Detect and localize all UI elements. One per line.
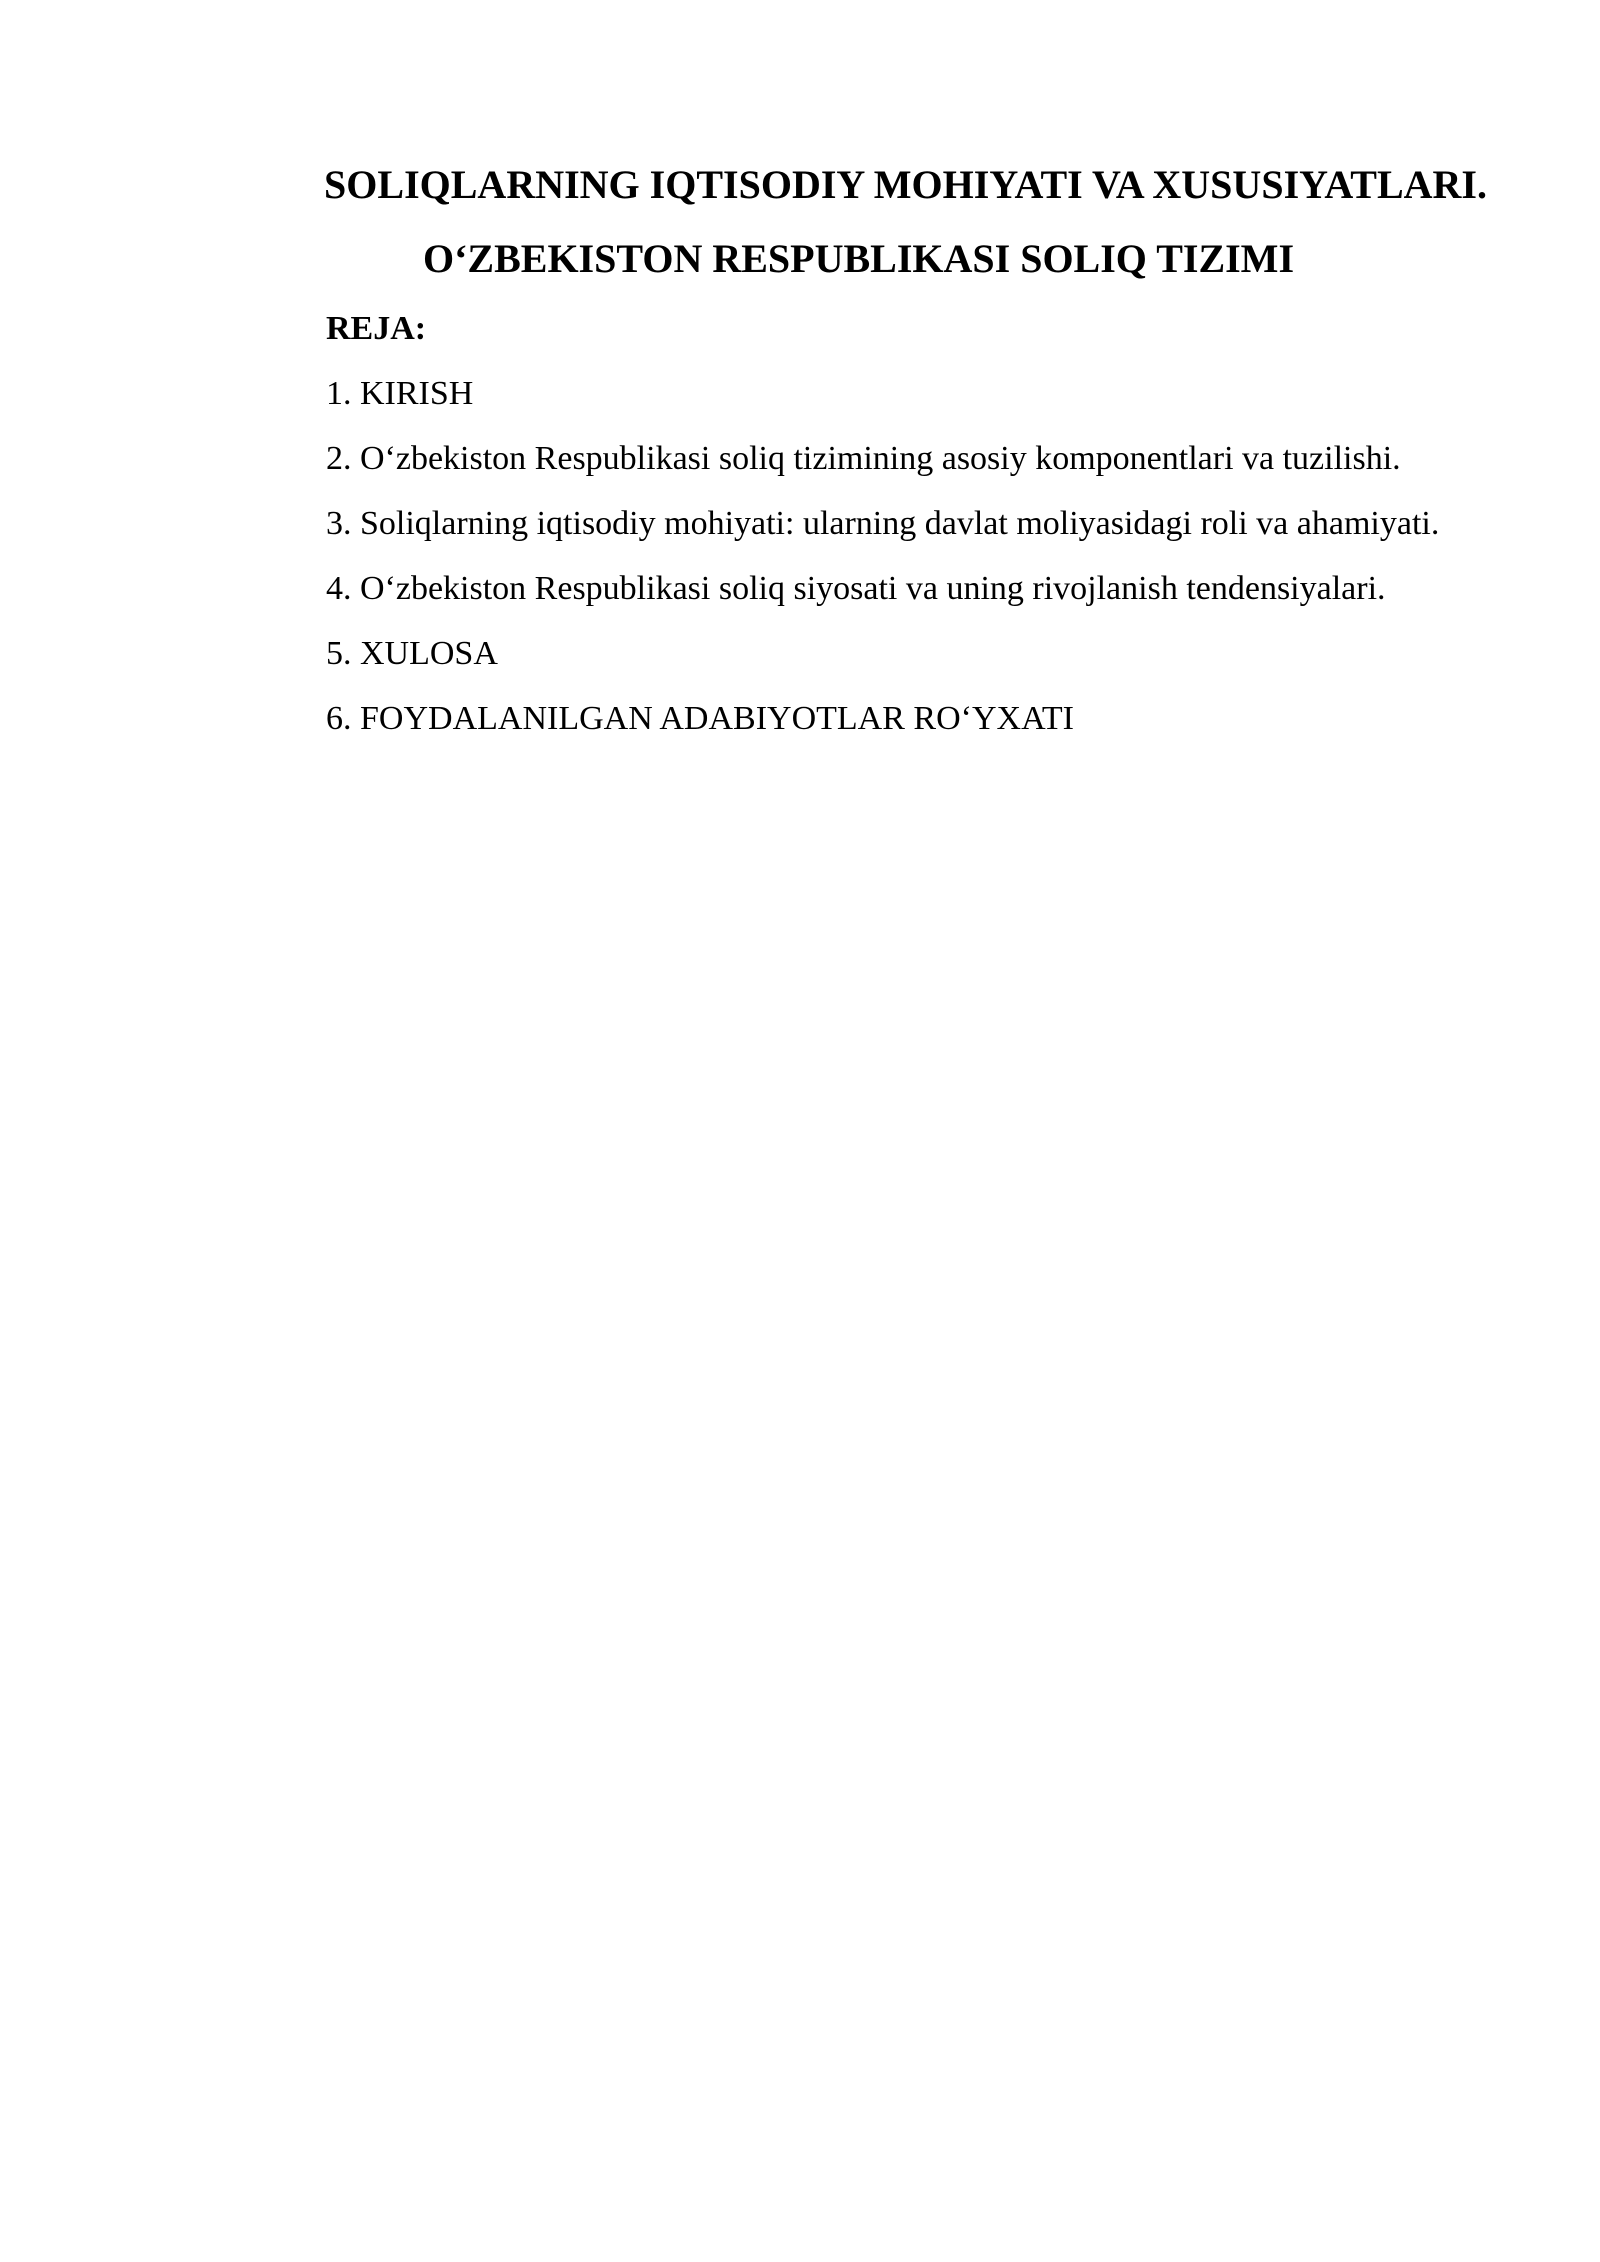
plan-list: [230, 361, 1487, 751]
plan-item: 3. Soliqlarning iqtisodiy mohiyati: ularning davlat moliyasidagi roli va ahamiyati.: [326, 505, 1440, 542]
document-title: SOLIQLARNING IQTISODIY MOHIYATI VA XUSUSIYATLARI. O‘ZBEKISTON RESPUBLIKASI SOLIQ TIZIMI: [324, 162, 1487, 281]
plan-item: 4. O‘zbekiston Respublikasi soliq siyosati va uning rivojlanish tendensiyalari.: [326, 570, 1386, 607]
page-content: [230, 148, 1487, 751]
plan-item: 5. XULOSA: [326, 635, 498, 672]
plan-item: 1. KIRISH: [326, 375, 474, 412]
plan-heading: REJA:: [326, 310, 427, 347]
plan-item: 2. O‘zbekiston Respublikasi soliq tizimining asosiy komponentlari va tuzilishi.: [326, 440, 1401, 477]
plan-item: 6. FOYDALANILGAN ADABIYOTLAR RO‘YXATI: [326, 700, 1074, 737]
